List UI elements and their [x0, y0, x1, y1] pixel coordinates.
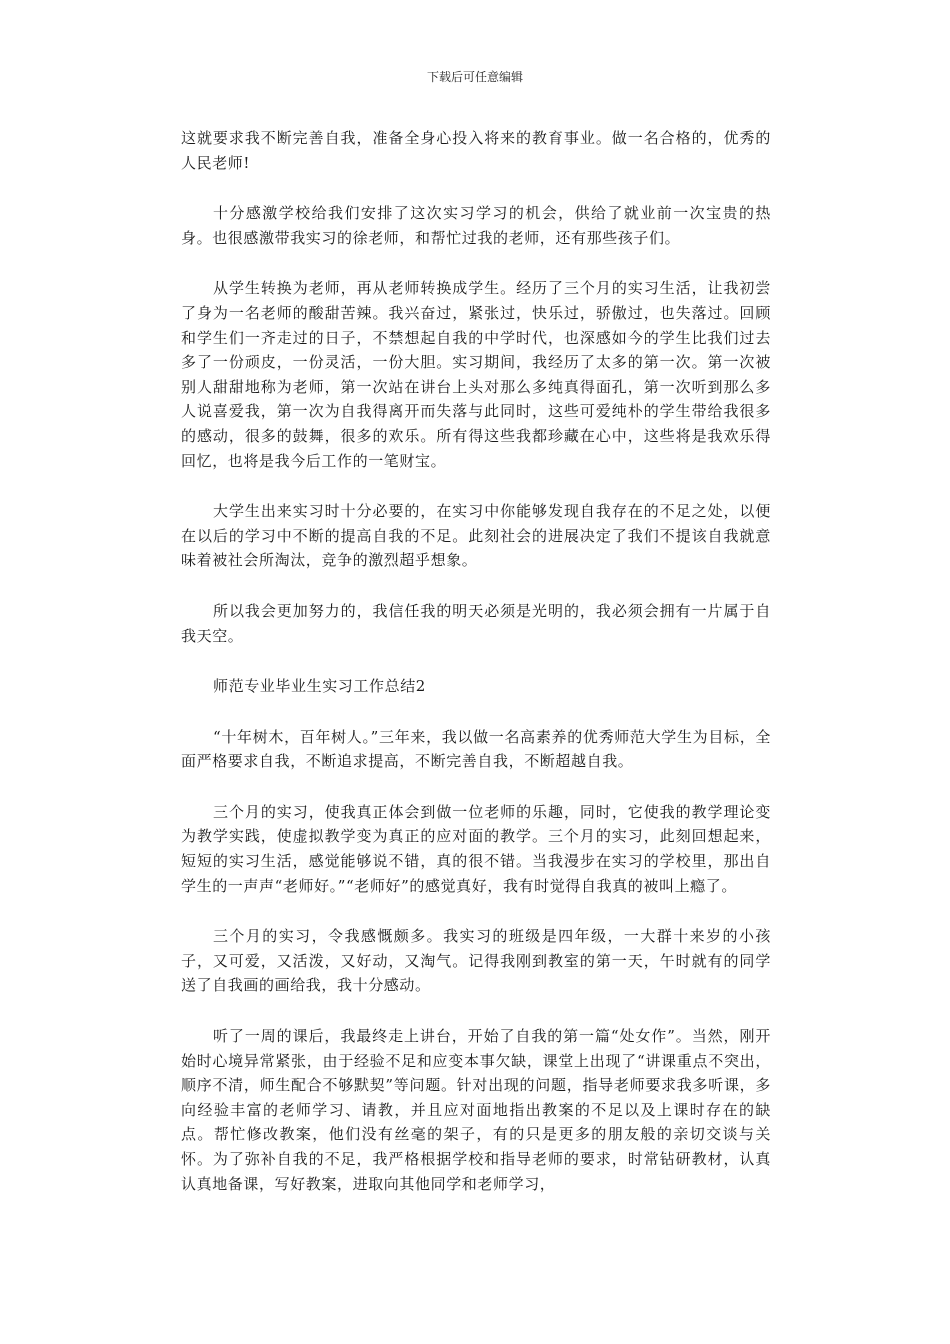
document-body — [181, 126, 771, 1196]
paragraph-4: 大学生出来实习时十分必要的，在实习中你能够发现自我存在的不足之处，以便在以后的学习中不断的提高自我的不足。此刻社会的进展决定了我们不提该自我就意味着被社会所淘汰，竞争的激烈超乎想象。 — [181, 502, 771, 570]
header-note: 下载后可任意编辑 — [426, 70, 523, 84]
paragraph-2: 十分感激学校给我们安排了这次实习学习的机会，供给了就业前一次宝贵的热身。也很感激带我实习的徐老师，和帮忙过我的老师，还有那些孩子们。 — [181, 204, 771, 247]
paragraph-8: 三个月的实习，令我感慨颇多。我实习的班级是四年级，一大群十来岁的小孩子，又可爱，又活泼，又好动，又淘气。记得我刚到教室的第一天，午时就有的同学送了自我画的画给我，我十分感动。 — [181, 927, 771, 995]
paragraph-7: 三个月的实习，使我真正体会到做一位老师的乐趣，同时，它使我的教学理论变为教学实践，使虚拟教学变为真正的应对面的教学。三个月的实习，此刻回想起来，短短的实习生活，感觉能够说不错，真的很不错。当我漫步在实习的学校里，那出自学生的一声声“老师好。”“老师好”的感觉真好，我有时觉得自我真的被叫上瘾了。 — [181, 802, 771, 895]
paragraph-3: 从学生转换为老师，再从老师转换成学生。经历了三个月的实习生活，让我初尝了身为一名老师的酸甜苦辣。我兴奋过，紧张过，快乐过，骄傲过，也失落过。回顾和学生们一齐走过的日子，不禁想起自我的中学时代，也深感如今的学生比我们过去多了一份顽皮，一份灵活，一份大胆。实习期间，我经历了太多的第一次。第一次被别人甜甜地称为老师，第一次站在讲台上头对那么多纯真得面孔，第一次听到那么多人说喜爱我，第一次为自我得离开而失落与此同时，这些可爱纯朴的学生带给我很多的感动，很多的鼓舞，很多的欢乐。所有得这些我都珍藏在心中，这些将是我欢乐得回忆，也将是我今后工作的一笔财宝。 — [181, 279, 771, 470]
paragraph-9: 听了一周的课后，我最终走上讲台，开始了自我的第一篇“处女作”。当然，刚开始时心境异常紧张，由于经验不足和应变本事欠缺，课堂上出现了“讲课重点不突出，顺序不清，师生配合不够默契”等问题。针对出现的问题，指导老师要求我多听课，多向经验丰富的老师学习、请教，并且应对面地指出教案的不足以及上课时存在的缺点。帮忙修改教案，他们没有丝毫的架子，有的只是更多的朋友般的亲切交谈与关怀。为了弥补自我的不足，我严格根据学校和指导老师的要求，时常钻研教材，认真认真地备课，写好教案，进取向其他同学和老师学习， — [181, 1027, 771, 1193]
paragraph-6: “十年树木，百年树人。”三年来，我以做一名高素养的优秀师范大学生为目标，全面严格要求自我，不断追求提高，不断完善自我，不断超越自我。 — [181, 727, 771, 771]
section-heading: 师范专业毕业生实习工作总结2 — [213, 677, 426, 696]
paragraph-5: 所以我会更加努力的，我信任我的明天必须是光明的，我必须会拥有一片属于自我天空。 — [181, 601, 771, 645]
paragraph-1: 这就要求我不断完善自我，准备全身心投入将来的教育事业。做一名合格的，优秀的人民老师! — [181, 129, 771, 172]
